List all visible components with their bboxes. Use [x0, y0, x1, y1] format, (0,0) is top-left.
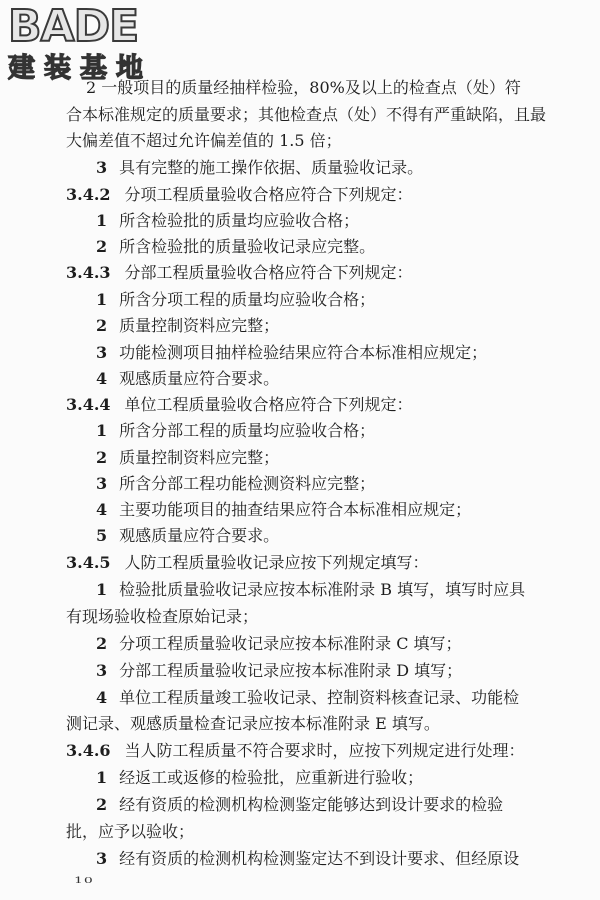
logo-subtitle: 建装基地 — [8, 53, 152, 84]
item-text: 所含分部工程的质量均应验收合格； — [119, 421, 376, 440]
item-number: 5 — [96, 526, 108, 545]
list-item — [96, 793, 503, 817]
item-text: 经有资质的检测机构检测鉴定能够达到设计要求的检验 — [119, 795, 504, 814]
list-item — [96, 341, 487, 365]
item-number: 3 — [96, 343, 108, 362]
item-text: 所含检验批的质量验收记录应完整。 — [119, 237, 376, 256]
list-item — [96, 578, 525, 602]
clause-title: 当人防工程质量不符合要求时，应按下列规定进行处理： — [124, 741, 525, 760]
item-number: 2 — [96, 316, 108, 335]
intro-line-2: 合本标准规定的质量要求；其他检查点（处）不得有严重缺陷，且最 — [66, 105, 547, 124]
list-item — [96, 498, 471, 522]
list-item — [96, 659, 462, 683]
list-item — [96, 288, 375, 312]
item-text: 观感质量应符合要求。 — [119, 526, 280, 545]
clause-number: 3.4.6 — [66, 741, 111, 760]
intro-line-3: 大偏差值不超过允许偏差值的 1.5 倍； — [66, 131, 342, 150]
clause-3-4-6 — [66, 739, 525, 763]
list-item-continuation: 有现场验收检查原始记录； — [66, 607, 259, 626]
logo-brand: BADE — [8, 1, 139, 52]
list-item — [96, 367, 279, 391]
item-number: 2 — [96, 237, 108, 256]
list-item — [96, 632, 462, 656]
item-number: 3 — [96, 849, 108, 868]
list-item — [96, 446, 279, 470]
item-text: 所含分部工程功能检测资料应完整； — [119, 474, 376, 493]
item-number: 2 — [96, 448, 108, 467]
list-item — [96, 419, 375, 443]
clause-number: 3.4.5 — [66, 553, 111, 572]
item-text: 观感质量应符合要求。 — [119, 369, 280, 388]
item-number: 1 — [96, 211, 108, 230]
clause-title: 分部工程质量验收合格应符合下列规定： — [124, 263, 413, 282]
clause-3-4-5 — [66, 551, 429, 575]
item-text: 所含分项工程的质量均应验收合格； — [119, 290, 376, 309]
item-text: 具有完整的施工操作依据、质量验收记录。 — [119, 158, 424, 177]
item-number: 1 — [96, 768, 108, 787]
item-number: 2 — [96, 634, 108, 653]
clause-3-4-2 — [66, 183, 413, 207]
item-number: 3 — [96, 661, 108, 680]
list-item — [96, 766, 423, 790]
clause-title: 分项工程质量验收合格应符合下列规定： — [124, 185, 413, 204]
item-number: 4 — [96, 369, 108, 388]
list-item — [96, 847, 519, 871]
item-number: 3 — [96, 158, 108, 177]
item-text: 经有资质的检测机构检测鉴定达不到设计要求、但经原设 — [119, 849, 520, 868]
item-number: 4 — [96, 500, 108, 519]
item-text: 功能检测项目抽样检验结果应符合本标准相应规定； — [119, 343, 488, 362]
list-item — [96, 314, 279, 338]
item-text: 分部工程质量验收记录应按本标准附录 D 填写； — [119, 661, 463, 680]
list-item — [96, 472, 375, 496]
item-text: 质量控制资料应完整； — [119, 448, 280, 467]
list-item — [96, 524, 279, 548]
item-text: 检验批质量验收记录应按本标准附录 B 填写，填写时应具 — [119, 580, 526, 599]
list-item — [96, 686, 519, 710]
item-number: 2 — [96, 795, 108, 814]
item-number: 1 — [96, 421, 108, 440]
list-item-continuation: 批，应予以验收； — [66, 822, 195, 841]
item-number: 3 — [96, 474, 108, 493]
list-item-continuation: 测记录、观感质量检查记录应按本标准附录 E 填写。 — [66, 714, 440, 733]
watermark-logo — [8, 2, 180, 86]
clause-3-4-4 — [66, 393, 413, 417]
item-number: 1 — [96, 290, 108, 309]
clause-3-4-3 — [66, 261, 413, 285]
item-text: 质量控制资料应完整； — [119, 316, 280, 335]
list-item — [96, 235, 375, 259]
item-text: 主要功能项目的抽查结果应符合本标准相应规定； — [119, 500, 472, 519]
item-text: 所含检验批的质量均应验收合格； — [119, 211, 360, 230]
clause-title: 单位工程质量验收合格应符合下列规定： — [124, 395, 413, 414]
clause-title: 人防工程质量验收记录应按下列规定填写： — [124, 553, 429, 572]
item-text: 单位工程质量竣工验收记录、控制资料核查记录、功能检 — [119, 688, 520, 707]
item-text: 经返工或返修的检验批，应重新进行验收； — [119, 768, 424, 787]
page-number: 10 — [74, 876, 94, 886]
clause-number: 3.4.2 — [66, 185, 111, 204]
intro-line-1: 2 一般项目的质量经抽样检验，80%及以上的检查点（处）符 — [86, 78, 521, 97]
clause-number: 3.4.3 — [66, 263, 111, 282]
item-number: 1 — [96, 580, 108, 599]
intro-item-3 — [96, 156, 423, 180]
list-item — [96, 209, 359, 233]
item-text: 分项工程质量验收记录应按本标准附录 C 填写； — [119, 634, 462, 653]
clause-number: 3.4.4 — [66, 395, 111, 414]
item-number: 4 — [96, 688, 108, 707]
